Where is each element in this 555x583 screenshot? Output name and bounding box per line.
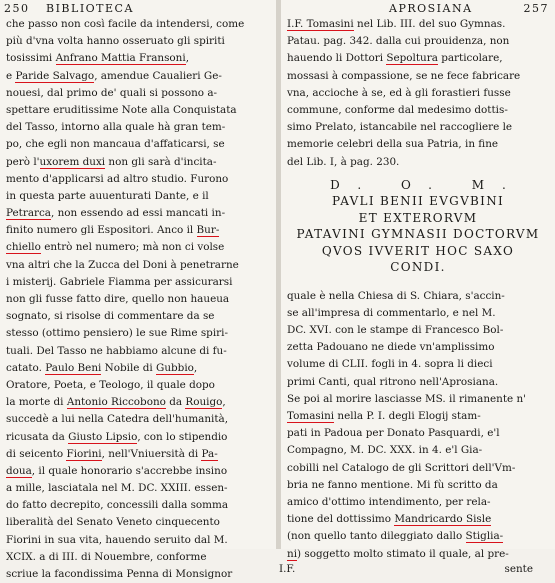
text-run: Fiorini in sua vita, hauendo seruito dal M. xyxy=(6,533,228,546)
text-run: tione del dottissimo xyxy=(287,513,395,526)
right-page-number: 257 xyxy=(523,2,549,15)
text-run: , amendue Caualieri Ge- xyxy=(94,69,222,82)
text-run: nella P. I. degli Elogij stam- xyxy=(334,410,481,422)
text-run: hauendo li Dottori xyxy=(287,52,387,65)
text-line xyxy=(287,460,551,477)
text-line xyxy=(287,511,551,528)
right-header xyxy=(285,2,551,16)
epitaph-lines xyxy=(281,193,555,276)
text-line xyxy=(6,463,272,480)
underlined-name: Pa- xyxy=(201,447,218,460)
text-run: del Lib. I, à pag. 230. xyxy=(287,155,400,168)
text-line xyxy=(6,325,272,342)
text-run: sognato, si risolse di commentare da se xyxy=(6,310,215,323)
underlined-name: Paride Salvago xyxy=(15,69,95,82)
text-line xyxy=(287,528,551,545)
catchword-right: sente xyxy=(504,562,533,575)
right-running-head: APROSIANA xyxy=(389,2,473,15)
text-line xyxy=(287,136,551,153)
epitaph-line: CONDI. xyxy=(390,260,446,275)
text-line xyxy=(287,477,551,494)
right-body-text-top xyxy=(281,16,555,171)
underlined-name: Antonio Riccobono xyxy=(66,396,166,409)
left-page-number: 250 xyxy=(4,2,30,15)
text-run: cobilli nel Catalogo de gli Scrittori dell'Vm- xyxy=(287,461,516,474)
text-run: tuali. Del Tasso ne habbiamo alcune di fu- xyxy=(6,344,227,357)
underlined-name: Bur- xyxy=(196,224,220,237)
text-run: po, che egli non mancaua d'affaticarsi, se xyxy=(6,138,225,151)
catchword-row xyxy=(281,563,555,580)
text-line xyxy=(6,377,272,394)
text-line xyxy=(6,239,272,256)
epitaph-line: QVOS IVVERIT HOC SAXO xyxy=(321,243,515,258)
text-line xyxy=(287,494,551,511)
text-line xyxy=(6,68,272,85)
text-line xyxy=(6,411,272,428)
text-line xyxy=(287,408,551,425)
right-body-text-bottom xyxy=(281,288,555,563)
text-run: do fatto decrepito, concessili dalla somma xyxy=(6,499,229,512)
catchword-left: I.F. xyxy=(279,562,296,575)
underlined-name: chiello xyxy=(6,241,41,254)
underlined-name: Giusto Lipsio xyxy=(68,430,138,443)
text-line xyxy=(6,33,272,50)
text-run: in questa parte auuenturati Dante, e il xyxy=(6,189,209,202)
text-run: tosissimi xyxy=(6,52,56,65)
text-run: , xyxy=(193,361,198,374)
text-run: spettare eruditissime Note alla Conquistata xyxy=(6,103,237,116)
text-run: zetta Padouano ne diede vn'amplissimo xyxy=(287,341,495,354)
text-run: , xyxy=(222,396,226,409)
epitaph-dom: D. O. M. xyxy=(330,177,524,192)
text-line xyxy=(6,514,272,531)
text-run: simo Prelato, istancabile nel raccogliere le xyxy=(287,121,513,134)
text-line xyxy=(287,102,551,119)
text-run: stesso (ottimo pensiero) le sue Rime spiri- xyxy=(6,327,228,340)
text-line xyxy=(6,343,272,360)
text-run: del Tasso, intorno alla quale hà gran tem- xyxy=(6,121,226,134)
underlined-name: uxorem duxi xyxy=(39,155,106,168)
text-line xyxy=(287,546,551,563)
epitaph-line: PAVLI BENII EVGVBINI xyxy=(331,194,505,209)
text-run: , con lo stipendio xyxy=(137,430,228,443)
text-line xyxy=(287,305,551,322)
text-line xyxy=(287,339,551,356)
text-line xyxy=(287,356,551,373)
text-line xyxy=(6,291,272,308)
underlined-name: Fiorini xyxy=(66,447,102,460)
text-line xyxy=(6,274,272,291)
text-line xyxy=(6,308,272,325)
text-run: Nobile di xyxy=(101,361,157,374)
text-run: primi Canti, qual ritrono nell'Aprosiana. xyxy=(287,375,499,388)
underlined-name: Mandricardo Sisle xyxy=(394,513,492,526)
text-line xyxy=(287,442,551,459)
text-run: amico d'ottimo intendimento, per rela- xyxy=(287,495,491,508)
text-run: Se poi al morire lasciasse MS. il rimanente n' xyxy=(287,392,527,405)
text-run: pati in Padoua per Donato Pasquardi, e'l xyxy=(287,427,500,440)
text-line xyxy=(287,374,551,391)
text-run: succedè a lui nella Catedra dell'humanità, xyxy=(6,413,229,426)
underlined-name: I.F. Tomasini xyxy=(287,18,354,30)
text-line xyxy=(6,119,272,136)
text-line xyxy=(6,16,272,33)
text-line xyxy=(6,257,272,274)
underlined-name: Anfrano Mattia Fransoni xyxy=(55,52,186,65)
text-line xyxy=(6,360,272,377)
underlined-name: Tomasini xyxy=(287,410,335,422)
text-line xyxy=(6,549,272,566)
text-line xyxy=(287,288,551,305)
text-line xyxy=(287,50,551,67)
text-run: commune, conforme dal medesimo dottis- xyxy=(287,103,508,116)
text-line xyxy=(6,50,272,67)
text-run: più d'vna volta hanno osseruato gli spiriti xyxy=(6,35,225,48)
text-line xyxy=(287,425,551,442)
epitaph-inscription xyxy=(281,177,555,276)
text-line xyxy=(6,480,272,497)
text-run: se all'impresa di commentarlo, e nel M. xyxy=(287,306,496,319)
underlined-name: Stiglia- xyxy=(465,530,504,543)
text-line xyxy=(287,119,551,136)
text-run: non gli fusse fatto dire, quello non haueua xyxy=(6,293,230,305)
text-run: a mille, lasciatala nel M. DC. XXIII. essen- xyxy=(6,482,228,495)
text-line xyxy=(287,322,551,339)
text-line xyxy=(6,188,272,205)
text-line xyxy=(287,391,551,408)
text-run: mento d'applicarsi ad altro studio. Furono xyxy=(6,172,229,185)
text-run: mossasi à compassione, se ne fece fabricare xyxy=(287,69,521,82)
text-run: , xyxy=(185,52,190,65)
text-line xyxy=(6,205,272,222)
text-line xyxy=(6,566,272,583)
text-line xyxy=(287,33,551,50)
text-run: quale è nella Chiesa di S. Chiara, s'accin- xyxy=(287,289,505,302)
text-run: e xyxy=(6,69,16,82)
underlined-name: Rouigo xyxy=(185,396,223,409)
text-line xyxy=(287,154,551,171)
left-running-head: BIBLIOTECA xyxy=(46,2,134,15)
text-run: ) soggetto molto stimato il quale, al pre- xyxy=(297,547,509,560)
text-run: non gli sarà d'incita- xyxy=(105,155,217,168)
text-run: che passo non così facile da intendersi, come xyxy=(6,18,245,30)
text-line xyxy=(287,68,551,85)
text-run: però l' xyxy=(6,155,40,168)
underlined-name: Sepoltura xyxy=(386,52,438,65)
text-run: XCIX. a di III. di Nouembre, conforme xyxy=(6,550,207,563)
underlined-name: Paulo Beni xyxy=(45,361,102,374)
text-run: scriue la facondissima Penna di Monsignor xyxy=(6,568,233,580)
text-line xyxy=(6,85,272,102)
text-run: nel Lib. III. del suo Gymnas. xyxy=(353,18,506,30)
text-run: i misterij. Gabriele Fiamma per assicurarsi xyxy=(6,275,233,288)
text-run: bria ne fanno mentione. Mi fù scritto da xyxy=(287,478,498,491)
left-header xyxy=(4,2,272,16)
underlined-name: doua xyxy=(6,464,32,477)
text-run: Patau. pag. 342. dalla cui prouidenza, non xyxy=(287,35,510,48)
epitaph-line: ET EXTERORVM xyxy=(358,210,478,225)
text-run: catato. xyxy=(6,361,46,374)
underlined-name: Petrarca xyxy=(6,207,51,220)
text-run: entrò nel numero; mà non ci volse xyxy=(40,241,225,254)
text-run: nouesi, dal primo de' quali si possono a- xyxy=(6,86,218,99)
epitaph-line: PATAVINI GYMNASII DOCTORVM xyxy=(296,227,540,242)
text-run: , non essendo ad essi mancati in- xyxy=(51,207,226,220)
left-page xyxy=(0,0,276,580)
text-line xyxy=(6,102,272,119)
text-line xyxy=(6,222,272,239)
text-run: (non quello tanto dileggiato dallo xyxy=(287,530,466,543)
text-run: Oratore, Poeta, e Teologo, il quale dopo xyxy=(6,378,215,391)
underlined-name: Gubbio xyxy=(156,361,194,374)
text-run: Compagno, M. DC. XXX. in 4. e'l Gia- xyxy=(287,444,483,457)
text-run: volume di CLII. fogli in 4. sopra li dieci xyxy=(287,358,493,371)
left-body-text xyxy=(0,16,276,583)
text-run: vna, accioche à se, ed à gli forastieri fusse xyxy=(287,86,511,99)
text-line xyxy=(6,394,272,411)
text-line xyxy=(6,429,272,446)
text-run: di seicento xyxy=(6,447,67,460)
text-line xyxy=(6,497,272,514)
text-run: memorie celebri della sua Patria, in fine xyxy=(287,138,499,151)
text-run: ricusata da xyxy=(6,430,69,443)
text-run: , il quale honorario s'accrebbe insino xyxy=(31,464,228,477)
text-run: vna altri che la Zucca del Doni à penetrarne xyxy=(6,258,239,271)
text-line xyxy=(287,85,551,102)
underlined-name: ni xyxy=(287,547,298,560)
right-page xyxy=(279,0,555,575)
text-line xyxy=(6,532,272,549)
text-run: DC. XVI. con le stampe di Francesco Bol- xyxy=(287,324,504,337)
text-run: , nell'Vniuersità di xyxy=(101,447,202,460)
text-line xyxy=(6,136,272,153)
text-run: finito numero gli Espositori. Anco il xyxy=(6,224,197,237)
text-line xyxy=(6,171,272,188)
text-run: particolare, xyxy=(437,52,503,65)
text-run: liberalità del Senato Veneto cinquecento xyxy=(6,516,220,529)
text-run: la morte di xyxy=(6,396,67,409)
text-line xyxy=(6,446,272,463)
text-line xyxy=(6,154,272,171)
text-run: da xyxy=(165,396,186,409)
text-line xyxy=(287,16,551,33)
